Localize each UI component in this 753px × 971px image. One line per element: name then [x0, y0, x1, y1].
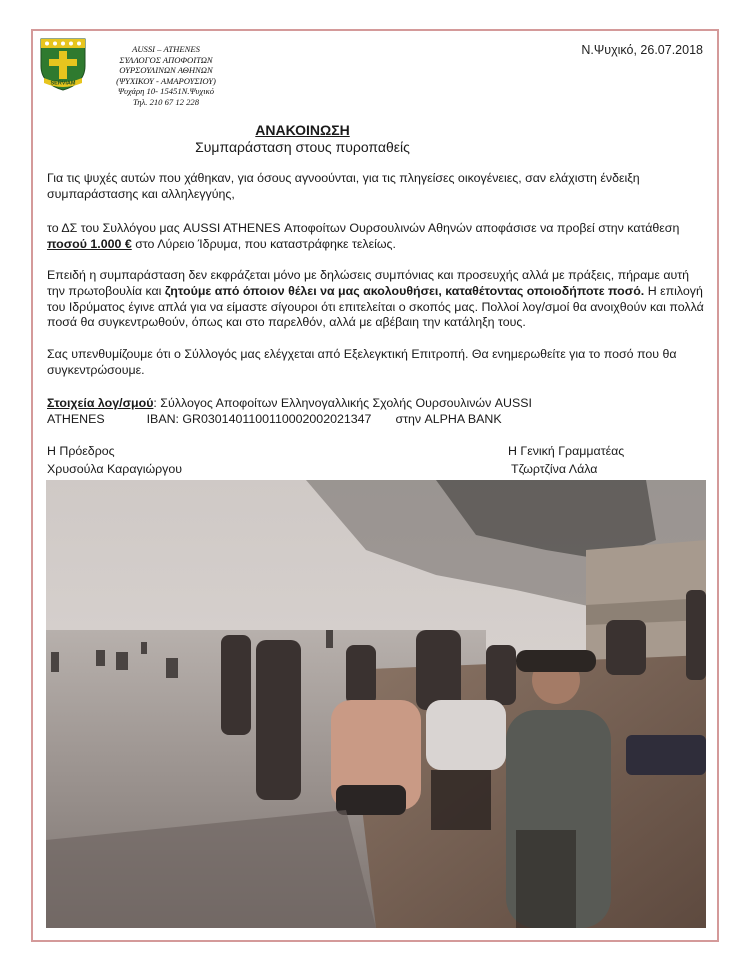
paragraph-2	[47, 221, 707, 253]
org-name-line1: ΣΥΛΛΟΓΟΣ ΑΠΟΦΟΙΤΩΝ	[119, 54, 213, 65]
account-holder-cont: ATHENES	[47, 411, 105, 426]
org-name-line3: (ΨΥΧΙΚΟΥ - ΑΜΑΡΟΥΣΙΟΥ)	[116, 75, 216, 86]
paragraph-3-bold: ζητούμε από όποιον θέλει να μας ακολουθήσει, καταθέτοντας οποιοδήποτε ποσό.	[164, 283, 645, 298]
org-name-latin: AUSSI – ATHENES	[132, 44, 200, 54]
account-holder: : Σύλλογος Αποφοίτων Ελληνογαλλικής Σχολής Ουρσουλινών AUSSI	[153, 396, 532, 410]
paragraph-3-text: Επειδή η συμπαράσταση δεν εκφράζεται μόνο με δηλώσεις συμπόνιας και προσευχής αλλά με πράξεις, πήραμε αυτή την πρωτοβουλία και	[47, 268, 690, 298]
president-signature	[47, 442, 182, 478]
org-info	[96, 44, 236, 108]
president-title: Η Πρόεδρος	[47, 444, 115, 458]
paragraph-4: Σας υπενθυμίζουμε ότι ο Σύλλογός μας ελέγχεται από Εξελεγκτική Επιτροπή. Θα ενημερωθείτε για το ποσό που θα συγκεντρώσουμε.	[47, 347, 677, 377]
account-bank: στην ALPHA BANK	[395, 411, 502, 426]
donation-amount: ποσού 1.000 €	[47, 236, 132, 251]
org-name-line2: ΟΥΡΣΟΥΛΙΝΩΝ ΑΘΗΝΩΝ	[119, 65, 213, 76]
account-label: Στοιχεία λογ/σμού	[47, 396, 154, 410]
secretary-title: Η Γενική Γραμματέας	[508, 444, 625, 458]
paragraph-3-text-end: Η επιλογή του Ιδρύματος έγινε απλά για να είμαστε σίγουροι ότι επιτελείται ο σκοπός μας. Πολλοί λογ/σμοί θα ανοιχθούν και πολλά ποσά θα συγκεντρωθούν, όπως και στο παρελθόν, αλλά με αβέβαιη την κατάληξη τους.	[47, 283, 704, 330]
org-address: Ψυχάρη 10- 15451Ν.Ψυχικό	[117, 86, 215, 97]
logo-text: SERVIAM	[50, 80, 76, 87]
secretary-signature	[508, 442, 624, 478]
paragraph-3	[47, 268, 707, 331]
president-name: Χρυσούλα Καραγιώργου	[47, 462, 183, 476]
association-logo	[38, 36, 88, 92]
document-date: Ν.Ψυχικό, 26.07.2018	[581, 43, 703, 57]
paragraph-2-text-end: στο Λύρειο Ίδρυμα, που καταστράφηκε τελείως.	[131, 236, 396, 251]
paragraph-1: Για τις ψυχές αυτών που χάθηκαν, για όσους αγνοούνται, για τις πληγείσες οικογένειες, σαν ελάχιστη ένδειξη συμπαράστασης και αλληλεγγύης,	[47, 171, 640, 201]
org-phone: Τηλ. 210 67 12 228	[132, 96, 199, 107]
account-iban: IBAN: GR0301401100110002002021347	[146, 411, 372, 426]
announcement-subtitle: Συμπαράσταση στους πυροπαθείς	[195, 139, 410, 155]
account-details	[47, 396, 707, 428]
announcement-title: ΑΝΑΚΟΙΝΩΣΗ	[255, 122, 350, 138]
beach-fire-photo	[46, 480, 706, 928]
paragraph-2-text: το ΔΣ του Συλλόγου μας AUSSI ATHENES Αποφοίτων Ουρσουλινών Αθηνών αποφάσισε να προβεί στην κατάθεση	[47, 221, 680, 235]
secretary-name: Τζωρτζίνα Λάλα	[511, 462, 598, 476]
